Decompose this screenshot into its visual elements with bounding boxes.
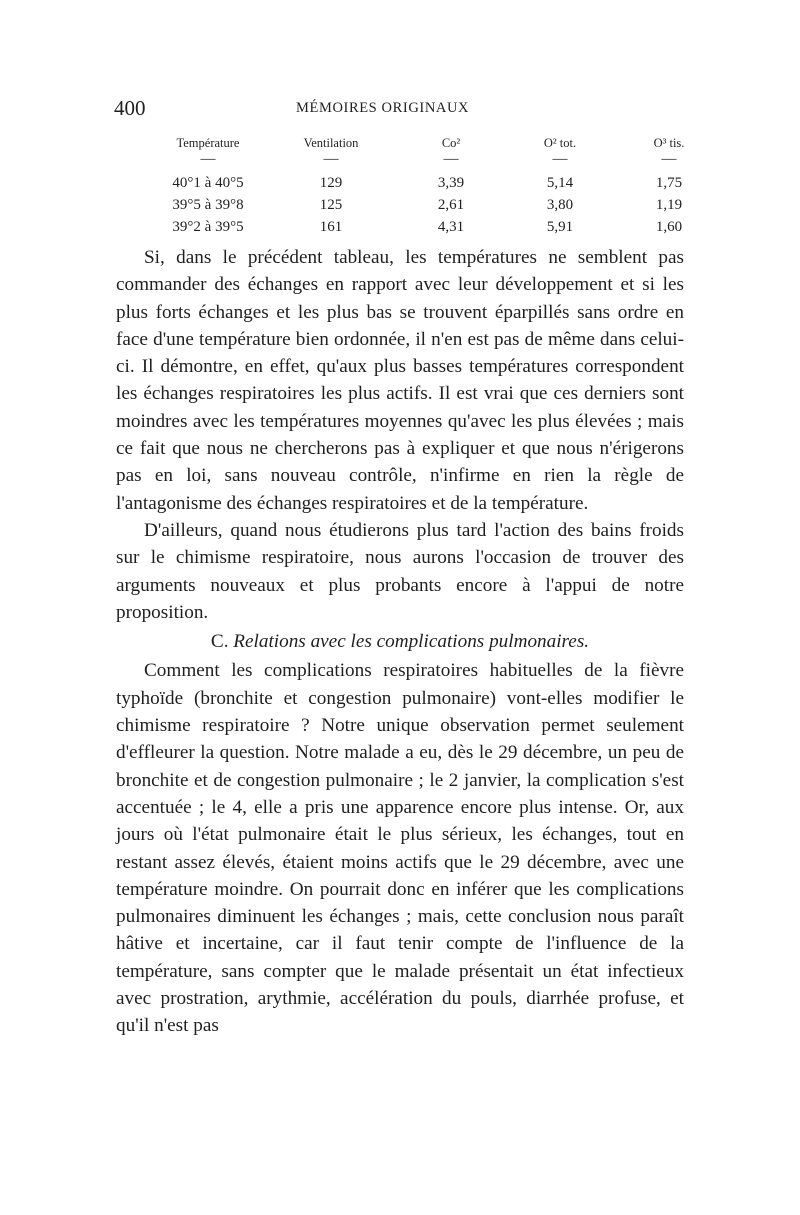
column-dash: —: [552, 151, 568, 167]
table-cell: 1,19: [655, 196, 683, 213]
column-header-ventilation: Ventilation: [303, 135, 359, 150]
table-cell: 125: [319, 196, 343, 213]
table-row: [150, 216, 724, 238]
table-cell: 1,60: [655, 218, 683, 235]
column-dash: —: [443, 151, 459, 167]
table-cell: 40°1 à 40°5: [172, 174, 244, 191]
section-letter: C.: [210, 631, 229, 653]
paragraph-bains-froids: D'ailleurs, quand nous étudierons plus tard l'action des bains froids sur le chimisme respiratoire, nous aurons l'occasion de trouver des arguments nouveaux et plus probants encore à l'appui de notre proposition.: [116, 519, 684, 623]
table-cell: 39°2 à 39°5: [172, 218, 244, 235]
column-header-o3-tissue: O³ tis.: [653, 135, 685, 150]
paragraph-complications: Comment les complications respiratoires habituelles de la fièvre typhoïde (bronchite et congestion pulmonaire) vont-elles modifier le chimisme respiratoire ? Notre unique observation permet seulement d'effleurer la question. Notre malade a eu, dès le 29 décembre, un peu de bronchite et de congestion pulmonaire ; le 2 janvier, la complication s'est accentuée ; le 4, elle a pris une apparence encore plus intense. Or, aux jours où l'état pulmonaire était le plus sérieux, les échanges, tout en restant assez élevés, étaient moins actifs que le 29 décembre, avec une température moindre. On pourrait donc en inférer que les complications pulmonaires diminuent les échanges ; mais, cette conclusion nous paraît hâtive et incertaine, car il faut tenir compte de l'influence de la température, sans compter que le malade présentait un état infectieux avec prostration, arythmie, accélération du pouls, diarrhée profuse, et qu'il n'est pas: [116, 660, 684, 1037]
table-dash-row: [150, 154, 724, 172]
column-header-o2-total: O² tot.: [543, 135, 577, 150]
column-dash: —: [323, 151, 339, 167]
page-header: [114, 96, 684, 122]
table-cell: 39°5 à 39°8: [172, 196, 244, 213]
column-header-temperature: Température: [176, 135, 240, 150]
section-title: Relations avec les complications pulmonaires.: [233, 631, 590, 653]
table-cell: 3,80: [546, 196, 574, 213]
table-cell: 4,31: [437, 218, 465, 235]
paragraph-temperature-analysis: Si, dans le précédent tableau, les températures ne semblent pas commander des échanges en rapport avec leur développement et si les plus forts échanges et les plus bas se trouvent éparpillés sans ordre en face d'une température bien ordonnée, il n'en est pas de même dans celui-ci. Il démontre, en effet, qu'aux plus basses températures correspondent les échanges respiratoires les plus actifs. Il est vrai que ces derniers sont moindres avec les températures moyennes qu'avec les plus élevées ; mais ce fait que nous ne chercherons pas à expliquer et que nous n'érigerons pas en loi, sans nouveau contrôle, n'infirme en rien la règle de l'antagonisme des échanges respiratoires et de la température.: [116, 247, 684, 514]
table-cell: 5,14: [546, 174, 574, 191]
column-dash: —: [661, 151, 677, 167]
table-cell: 129: [319, 174, 343, 191]
table-row: [150, 172, 724, 194]
running-title: MÉMOIRES ORIGINAUX: [296, 100, 470, 116]
table-row: [150, 194, 724, 216]
table-cell: 1,75: [655, 174, 683, 191]
section-heading: [116, 628, 684, 655]
table-cell: 5,91: [546, 218, 574, 235]
page-number: 400: [114, 96, 146, 120]
table-cell: 2,61: [437, 196, 465, 213]
data-table: [150, 132, 724, 238]
table-header-row: [150, 132, 724, 154]
body-text: [116, 244, 684, 1040]
table-cell: 161: [319, 218, 343, 235]
column-dash: —: [200, 151, 216, 167]
column-header-co2: Co²: [441, 135, 461, 150]
table-cell: 3,39: [437, 174, 465, 191]
